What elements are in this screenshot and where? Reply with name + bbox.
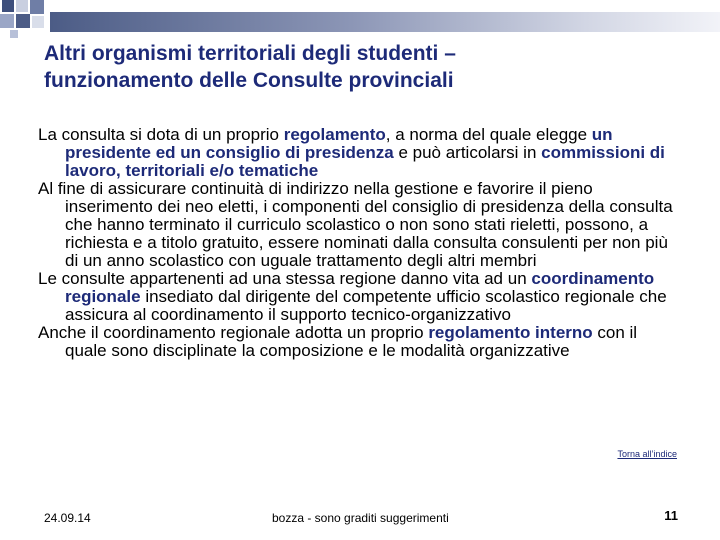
paragraph-text: , a norma del quale elegge [385, 125, 592, 144]
highlighted-term: un presidente ed un consiglio di presidenza [65, 125, 613, 162]
title-line-1: Altri organismi territoriali degli studenti – [44, 42, 456, 65]
deco-square [30, 0, 44, 14]
paragraph-text: e può articolarsi in [393, 143, 542, 162]
deco-square [10, 30, 18, 38]
back-to-index-link[interactable]: Torna all’indice [617, 449, 677, 459]
highlighted-term: commissioni di lavoro, territoriali e/o tematiche [65, 143, 665, 180]
slide-title [44, 40, 684, 94]
footer-note: bozza - sono graditi suggerimenti [272, 511, 449, 525]
page-number: 11 [664, 508, 678, 523]
body-paragraph [38, 126, 680, 180]
paragraph-text: con il quale sono disciplinate la composizione e le modalità organizzative [65, 323, 638, 360]
deco-square [16, 14, 30, 28]
paragraph-text: Le consulte appartenenti ad una stessa regione danno vita ad un [38, 269, 532, 288]
paragraph-text: La consulta si dota di un proprio [38, 125, 284, 144]
paragraph-text: insediato dal dirigente del competente ufficio scolastico regionale che assicura al coordinamento il supporto tecnico-organizzativo [65, 287, 667, 324]
paragraph-text: Anche il coordinamento regionale adotta un proprio [38, 323, 429, 342]
body-paragraph [38, 180, 680, 270]
highlighted-term: regolamento interno [428, 323, 593, 342]
header-gradient-bar [50, 12, 720, 32]
deco-square [0, 14, 14, 28]
highlighted-term: regolamento [283, 125, 386, 144]
footer-date: 24.09.14 [44, 511, 91, 525]
deco-square [16, 0, 28, 12]
deco-square [32, 16, 44, 28]
deco-square [2, 0, 14, 12]
body-paragraph [38, 324, 680, 360]
body-paragraph [38, 270, 680, 324]
slide-body [38, 126, 680, 360]
paragraph-text: Al fine di assicurare continuità di indirizzo nella gestione e favorire il pieno inserimento dei neo eletti, i componenti del consiglio di presidenza della consulta che hanno terminato il curriculo scolastico o non sono stati rieletti, possono, a richiesta e a titolo gratuito, essere nominati dalla consulta consulenti per non più di un anno scolastico con uguale trattamento degli altri membri [38, 179, 673, 270]
highlighted-term: coordinamento regionale [65, 269, 655, 306]
title-line-2: funzionamento delle Consulte provinciali [44, 69, 454, 92]
header-decoration [0, 0, 720, 40]
